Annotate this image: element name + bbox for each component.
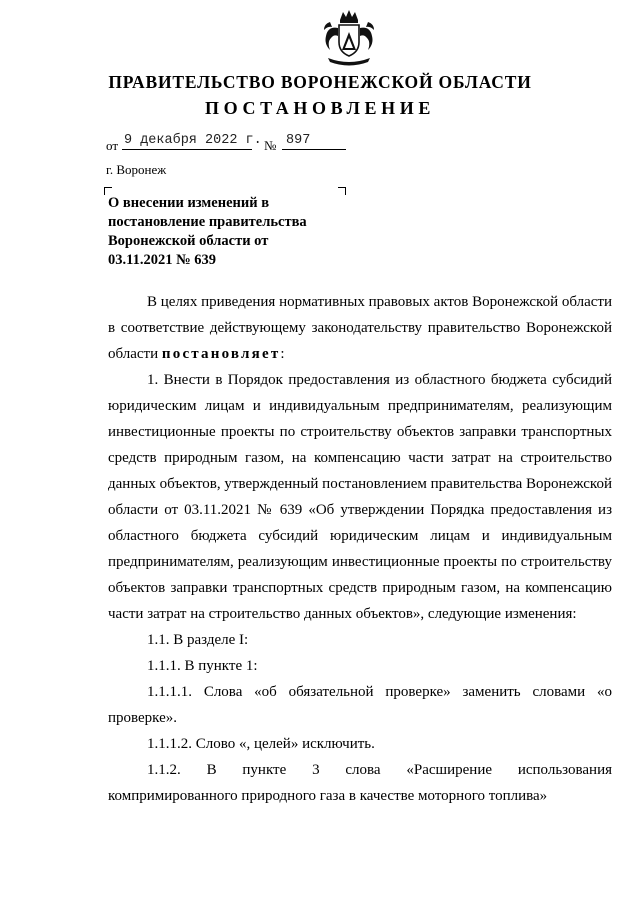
body-paragraph: 1. Внести в Порядок предоставления из областного бюджета субсидий юридическим лицам и индивидуальным предпринимателям, реализующим инвестиционные проекты по строительству объектов заправки транспортных средств природным газом, на компенсацию части затрат на строительство данных объектов, утвержденный постановлением правительства Воронежской области от 03.11.2021 № 639 «Об утверждении Порядка предоставления из областного бюджета субсидий юридическим лицам и индивидуальным предпринимателям, реализующим инвестиционные проекты по строительству объектов заправки транспортных средств природным газом, на компенсацию части затрат на строительство данных объектов», следующие изменения: — [108, 372, 612, 622]
document-subject — [108, 194, 338, 270]
date-number-line — [106, 133, 366, 153]
number-underline — [282, 149, 346, 150]
preamble-text: В целях приведения нормативных правовых актов Воронежской области в соответствие действующему законодательству правительство Воронежской области — [108, 294, 612, 362]
subject-line: О внесении изменений в — [108, 195, 270, 211]
subject-line: 03.11.2021 № 639 — [108, 252, 217, 268]
preamble-end: : — [280, 346, 285, 362]
date-underline — [122, 149, 252, 150]
preamble-keyword: постановляет — [161, 346, 281, 362]
document-body — [108, 289, 612, 809]
document-type-title: ПОСТАНОВЛЕНИЕ — [205, 98, 435, 118]
coat-of-arms-icon — [318, 8, 380, 70]
body-paragraph: 1.1.2. В пункте 3 слова «Расширение использования компримированного природного газа в качестве моторного топлива» — [108, 762, 612, 804]
subject-line: Воронежской области от — [108, 233, 269, 249]
document-date: 9 декабря 2022 г. — [124, 133, 262, 148]
city-label: г. Воронеж — [106, 162, 167, 177]
body-paragraph: 1.1.1. В пункте 1: — [147, 658, 258, 674]
body-paragraph: 1.1. В разделе I: — [147, 632, 249, 648]
document-number: 897 — [286, 133, 311, 148]
date-from-label: от — [106, 138, 119, 153]
preamble-paragraph — [108, 289, 612, 367]
body-paragraph: 1.1.1.2. Слово «, целей» исключить. — [147, 736, 375, 752]
body-paragraph: 1.1.1.1. Слова «об обязательной проверке» заменить словами «о проверке». — [108, 684, 612, 726]
organization-title: ПРАВИТЕЛЬСТВО ВОРОНЕЖСКОЙ ОБЛАСТИ — [108, 72, 532, 92]
subject-line: постановление правительства — [108, 214, 307, 230]
number-label: № — [264, 138, 277, 153]
subject-corner-right — [338, 187, 346, 195]
